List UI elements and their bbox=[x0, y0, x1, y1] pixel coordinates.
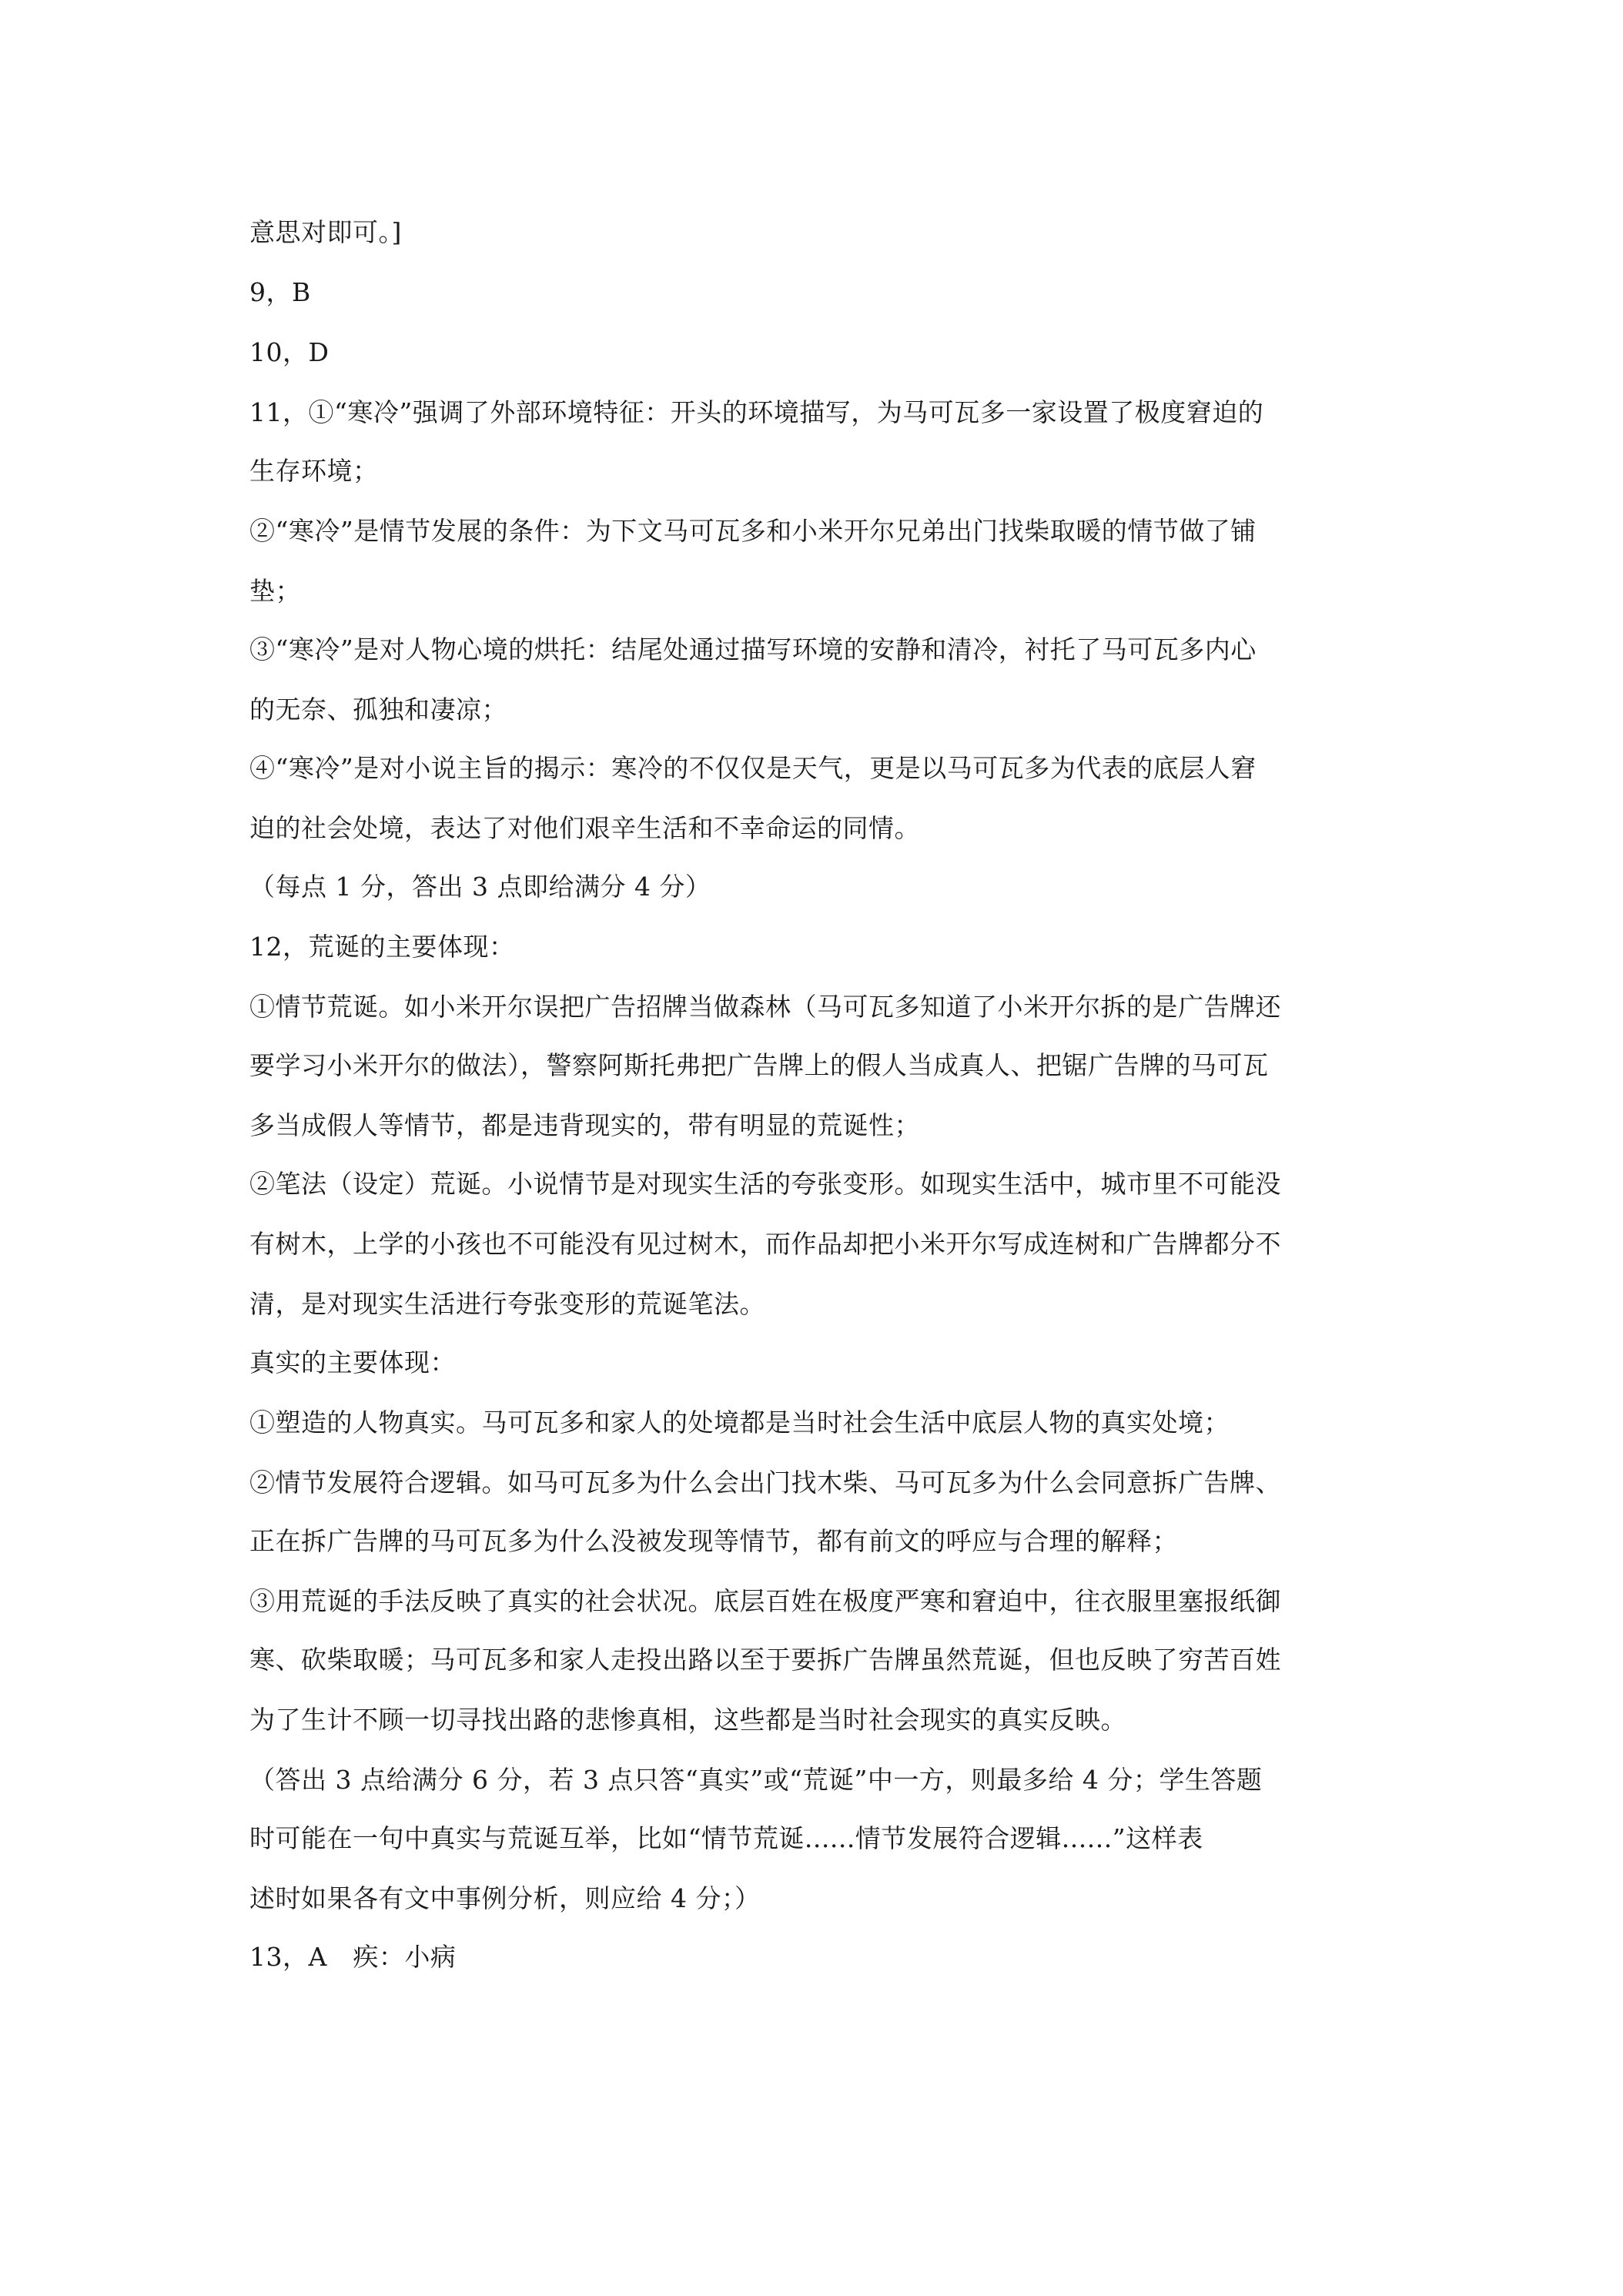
text-line: （每点 1 分，答出 3 点即给满分 4 分） bbox=[249, 872, 711, 902]
text-line: 为了生计不顾一切寻找出路的悲惨真相，这些都是当时社会现实的真实反映。 bbox=[249, 1705, 1126, 1735]
text-line: ④“寒冷”是对小说主旨的揭示：寒冷的不仅仅是天气，更是以马可瓦多为代表的底层人窘 bbox=[249, 753, 1257, 783]
text-line: ①塑造的人物真实。马可瓦多和家人的处境都是当时社会生活中底层人物的真实处境； bbox=[249, 1407, 1230, 1438]
text-line: 多当成假人等情节，都是违背现实的，带有明显的荒诞性； bbox=[249, 1110, 920, 1140]
text-line: 的无奈、孤独和凄凉； bbox=[249, 694, 507, 725]
text-line: ①情节荒诞。如小米开尔误把广告招牌当做森林（马可瓦多知道了小米开尔拆的是广告牌还 bbox=[249, 992, 1281, 1022]
text-line: 述时如果各有文中事例分析，则应给 4 分；） bbox=[249, 1883, 761, 1913]
text-line: 意思对即可。] bbox=[249, 217, 402, 247]
text-line: ③“寒冷”是对人物心境的烘托：结尾处通过描写环境的安静和清冷，衬托了马可瓦多内心 bbox=[249, 634, 1257, 664]
text-line: 寒、砍柴取暖；马可瓦多和家人走投出路以至于要拆广告牌虽然荒诞，但也反映了穷苦百姓 bbox=[249, 1645, 1281, 1675]
text-line: ②笔法（设定）荒诞。小说情节是对现实生活的夸张变形。如现实生活中，城市里不可能没 bbox=[249, 1169, 1281, 1199]
text-line: 有树木，上学的小孩也不可能没有见过树木，而作品却把小米开尔写成连树和广告牌都分不 bbox=[249, 1229, 1281, 1259]
text-line: 12，荒诞的主要体现： bbox=[249, 932, 515, 962]
text-line: 迫的社会处境，表达了对他们艰辛生活和不幸命运的同情。 bbox=[249, 813, 920, 843]
text-line: （答出 3 点给满分 6 分，若 3 点只答“真实”或“荒诞”中一方，则最多给 4 分；学生答题 bbox=[249, 1765, 1263, 1795]
text-line: 垫； bbox=[249, 576, 301, 606]
text-line: 清，是对现实生活进行夸张变形的荒诞笔法。 bbox=[249, 1289, 765, 1319]
text-line: 13，A 疾：小病 bbox=[249, 1942, 457, 1972]
text-line: ②“寒冷”是情节发展的条件：为下文马可瓦多和小米开尔兄弟出门找柴取暖的情节做了铺 bbox=[249, 516, 1257, 546]
text-line: 要学习小米开尔的做法），警察阿斯托弗把广告牌上的假人当成真人、把锯广告牌的马可瓦 bbox=[249, 1050, 1269, 1080]
text-line: 11，①“寒冷”强调了外部环境特征：开头的环境描写，为马可瓦多一家设置了极度窘迫的 bbox=[249, 397, 1264, 427]
text-line: 10，D bbox=[249, 337, 330, 367]
text-line: 生存环境； bbox=[249, 456, 379, 486]
text-line: 时可能在一句中真实与荒诞互举，比如“情节荒诞......情节发展符合逻辑......”这样表 bbox=[249, 1823, 1203, 1853]
text-line: 9，B bbox=[249, 277, 311, 307]
text-line: 真实的主要体现： bbox=[249, 1347, 456, 1377]
text-line: 正在拆广告牌的马可瓦多为什么没被发现等情节，都有前文的呼应与合理的解释； bbox=[249, 1526, 1178, 1556]
text-line: ③用荒诞的手法反映了真实的社会状况。底层百姓在极度严寒和窘迫中，往衣服里塞报纸御 bbox=[249, 1586, 1281, 1616]
text-line: ②情节发展符合逻辑。如马可瓦多为什么会出门找木柴、马可瓦多为什么会同意拆广告牌、 bbox=[249, 1468, 1281, 1498]
